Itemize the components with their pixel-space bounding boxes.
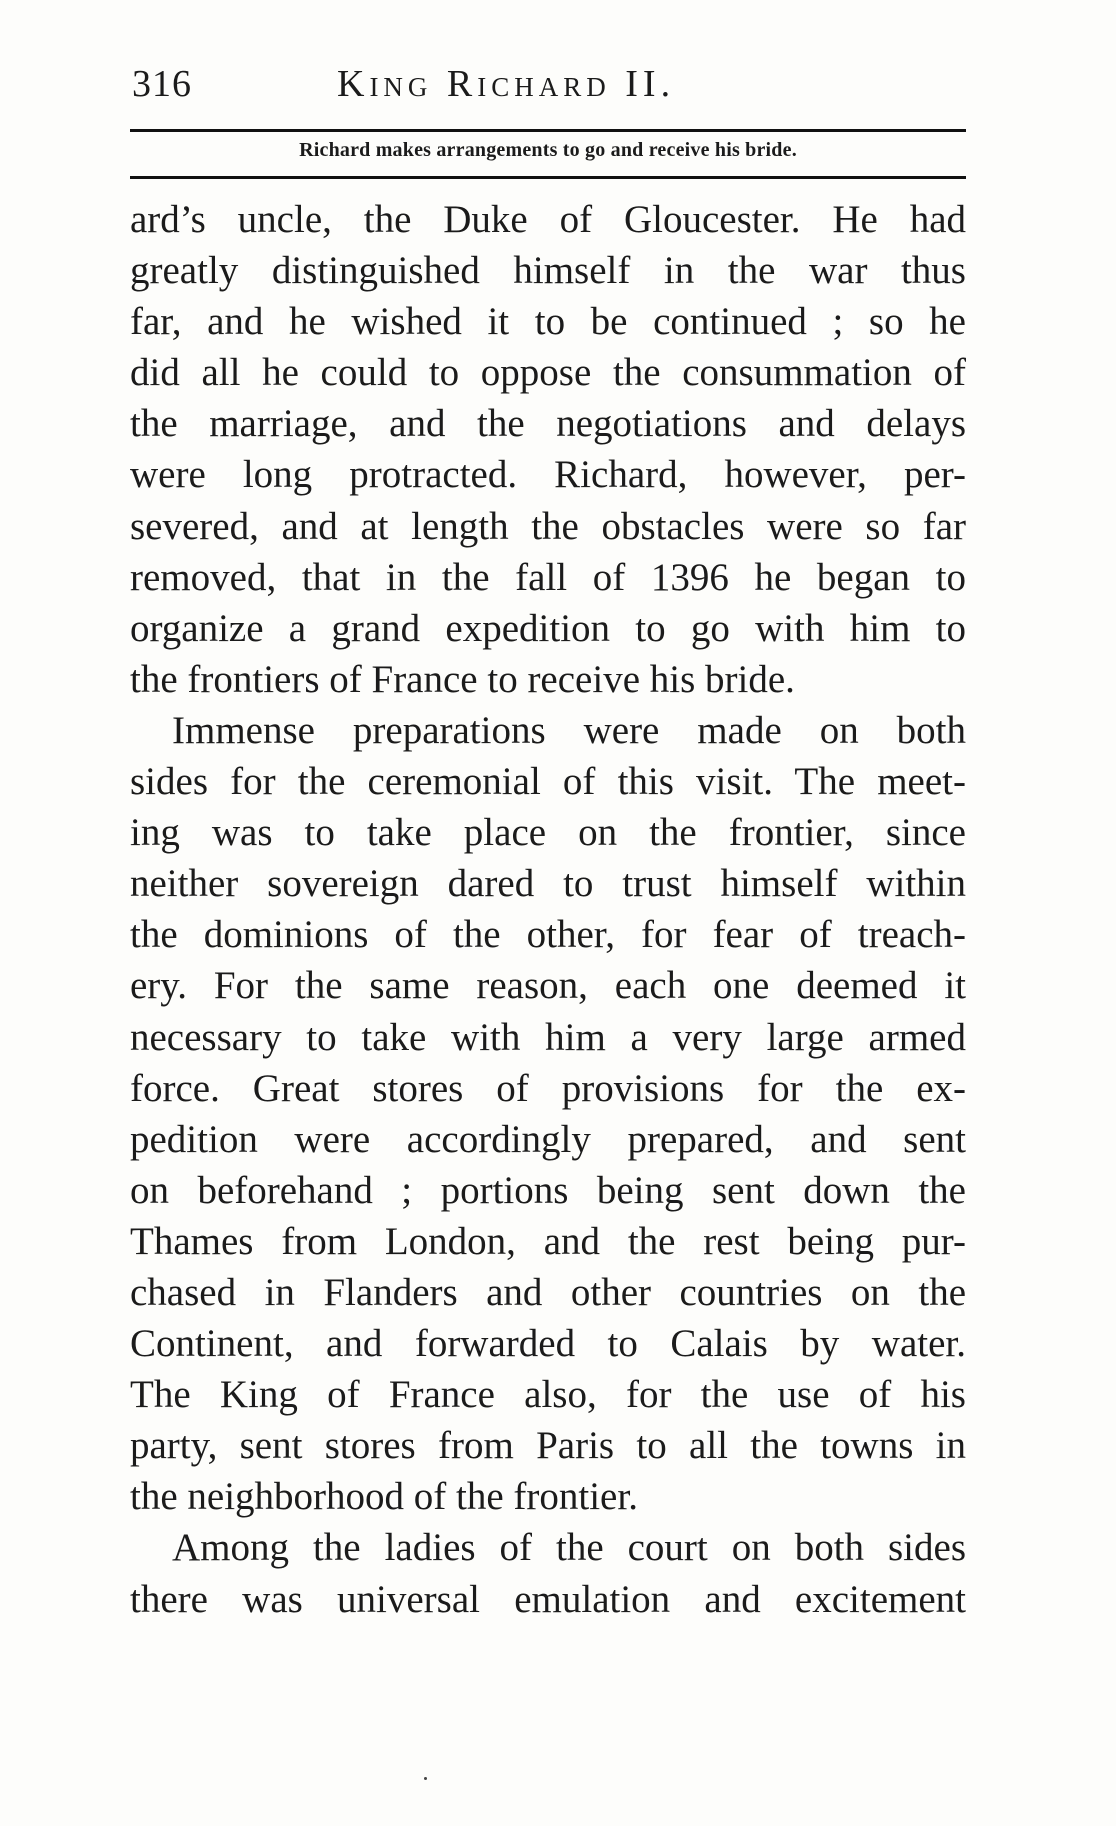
text-line: ard’s uncle, the Duke of Gloucester. He had	[130, 198, 966, 241]
text-line: Continent, and forwarded to Calais by water.	[130, 1322, 966, 1366]
text-line: party, sent stores from Paris to all the towns in	[130, 1424, 966, 1468]
text-line: organize a grand expedition to go with him to	[130, 606, 966, 650]
text-line: greatly distinguished himself in the war thus	[130, 249, 966, 293]
paper-speck	[424, 1777, 427, 1780]
header-rule-bottom	[130, 176, 966, 179]
paragraph-3	[130, 1522, 966, 1624]
text-line: on beforehand ; portions being sent down the	[130, 1168, 966, 1212]
text-line: the neighborhood of the frontier.	[130, 1475, 638, 1519]
text-line: far, and he wished it to be continued ; so he	[130, 300, 966, 344]
text-line: were long protracted. Richard, however, per-	[130, 453, 966, 497]
header-rule-top	[130, 129, 966, 132]
running-head	[132, 56, 962, 116]
text-line: the frontiers of France to receive his bride.	[130, 657, 795, 701]
text-line: severed, and at length the obstacles were so far	[130, 504, 966, 548]
text-line: the dominions of the other, for fear of treach-	[130, 913, 966, 957]
text-line: ing was to take place on the frontier, since	[130, 811, 966, 855]
text-line: sides for the ceremonial of this visit. The meet-	[130, 760, 966, 804]
text-line: chased in Flanders and other countries on the	[130, 1270, 966, 1314]
body-text	[130, 194, 966, 1625]
text-line: Among the ladies of the court on both sides	[172, 1526, 966, 1570]
text-line: The King of France also, for the use of his	[130, 1373, 966, 1417]
text-line: there was universal emulation and excitement	[130, 1577, 966, 1621]
text-line: Thames from London, and the rest being pur-	[130, 1219, 966, 1263]
text-line: neither sovereign dared to trust himself within	[130, 862, 966, 906]
text-line: force. Great stores of provisions for the ex-	[130, 1066, 966, 1110]
text-line: did all he could to oppose the consummation of	[130, 351, 966, 395]
text-line: pedition were accordingly prepared, and sent	[130, 1117, 966, 1161]
text-line: necessary to take with him a very large armed	[130, 1015, 966, 1059]
paragraph-1	[130, 194, 966, 705]
text-line: Immense preparations were made on both	[172, 708, 966, 752]
paragraph-2	[130, 705, 966, 1523]
page-number: 316	[132, 63, 192, 105]
text-line: the marriage, and the negotiations and delays	[130, 402, 966, 446]
text-line: ery. For the same reason, each one deemed it	[130, 964, 966, 1008]
marginal-heading: Richard makes arrangements to go and receive his bride.	[299, 139, 797, 161]
text-line: removed, that in the fall of 1396 he began to	[130, 555, 966, 599]
book-title: King Richard II.	[337, 63, 676, 105]
